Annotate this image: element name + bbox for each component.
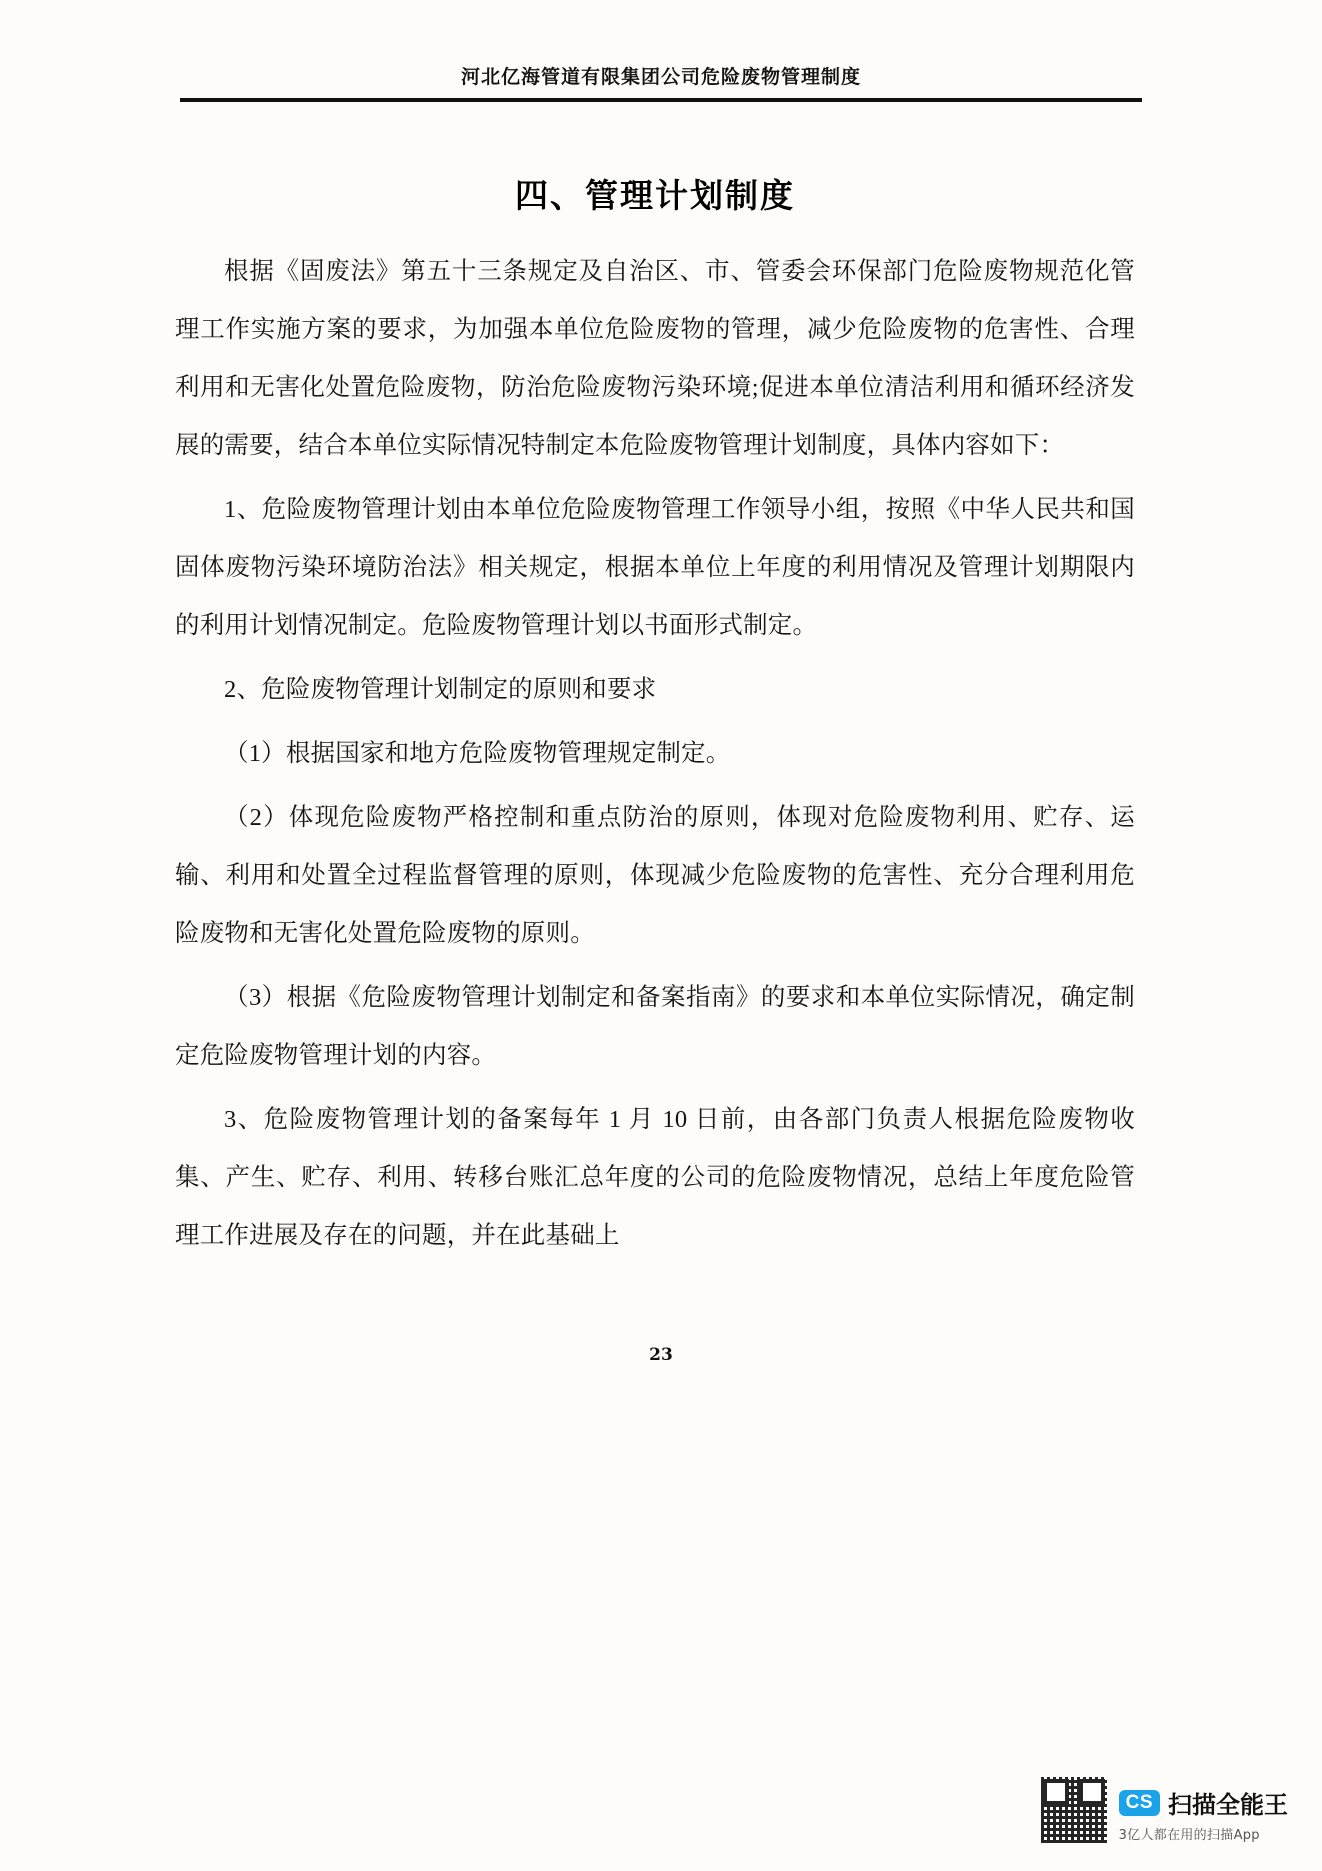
page-title: 四、管理计划制度: [515, 176, 795, 215]
header-divider: [180, 98, 1142, 101]
paragraph-2: 1、危险废物管理计划由本单位危险废物管理工作领导小组，按照《中华人民共和国固体废物污染环境防治法》相关规定，根据本单位上年度的利用情况及管理计划期限内的利用计划情况制定。危险废物管理计划以书面形式制定。: [175, 496, 1135, 639]
qr-code-icon: [1041, 1777, 1107, 1843]
paragraph-5: （2）体现危险废物严格控制和重点防治的原则，体现对危险废物利用、贮存、运输、利用和处置全过程监督管理的原则，体现减少危险废物的危害性、充分合理利用危险废物和无害化处置危险废物的原则。: [175, 804, 1135, 947]
paragraph-1: 根据《固废法》第五十三条规定及自治区、市、管委会环保部门危险废物规范化管理工作实施方案的要求，为加强本单位危险废物的管理，减少危险废物的危害性、合理利用和无害化处置危险废物，防治危险废物污染环境;促进本单位清洁利用和循环经济发展的需要，结合本单位实际情况特制定本危险废物管理计划制度，具体内容如下：: [175, 258, 1135, 459]
watermark-tagline: 3亿人都在用的扫描App: [1118, 1828, 1260, 1843]
paragraph-7: 3、危险废物管理计划的备案每年 1 月 10 日前，由各部门负责人根据危险废物收集、产生、贮存、利用、转移台账汇总年度的公司的危险废物情况，总结上年度危险管理工作进展及存在的问题，并在此基础上: [175, 1106, 1135, 1249]
watermark-app-name: 扫描全能王: [1168, 1791, 1288, 1819]
camscanner-logo-icon: CS: [1119, 1790, 1160, 1816]
page-number: 23: [649, 1345, 673, 1365]
running-header: [0, 62, 1322, 112]
document-body: [175, 150, 1135, 1271]
paragraph-6: （3）根据《危险废物管理计划制定和备案指南》的要求和本单位实际情况，确定制定危险废物管理计划的内容。: [175, 984, 1135, 1069]
paragraph-4: （1）根据国家和地方危险废物管理规定制定。: [224, 740, 731, 767]
camscanner-watermark: [1041, 1777, 1288, 1843]
watermark-brand: [1119, 1785, 1288, 1820]
running-header-text: 河北亿海管道有限集团公司危险废物管理制度: [460, 66, 861, 88]
paragraph-3: 2、危险废物管理计划制定的原则和要求: [224, 676, 657, 703]
watermark-text-block: [1119, 1785, 1288, 1843]
